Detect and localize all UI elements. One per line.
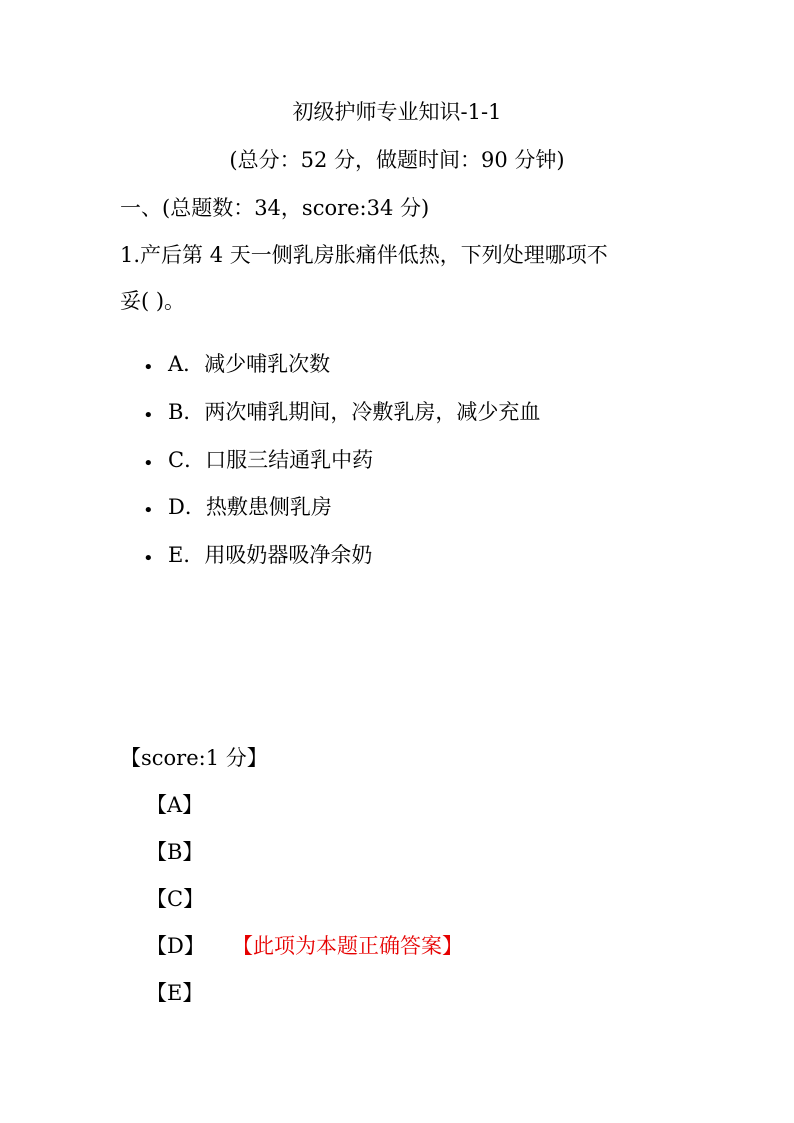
answer-choice-c: 【C】 — [146, 887, 205, 911]
document-title: 初级护师专业知识-1-1 — [292, 100, 502, 124]
answer-choice-a: 【A】 — [146, 793, 204, 817]
bullet-dot-icon: • — [143, 548, 154, 569]
option-label: B．两次哺乳期间，冷敷乳房，减少充血 — [168, 400, 541, 424]
answer-choice-e: 【E】 — [146, 981, 204, 1005]
bullet-dot-icon: • — [143, 357, 154, 378]
document-subtitle: (总分：52 分，做题时间：90 分钟) — [229, 148, 565, 172]
bullet-dot-icon: • — [143, 405, 154, 426]
section-heading: 一、(总题数：34，score:34 分) — [120, 196, 430, 220]
option-label: A．减少哺乳次数 — [168, 352, 331, 376]
question-stem-line-2: 妥( )。 — [120, 289, 186, 313]
correct-answer-mark: 【此项为本题正确答案】 — [232, 934, 463, 958]
answer-choice-b: 【B】 — [146, 840, 204, 864]
answer-score-label: 【score:1 分】 — [120, 746, 268, 770]
bullet-dot-icon: • — [143, 500, 154, 521]
bullet-dot-icon: • — [143, 453, 154, 474]
question-stem-line-1: 1.产后第 4 天一侧乳房胀痛伴低热，下列处理哪项不 — [120, 243, 608, 267]
answer-choice-d: 【D】 — [146, 934, 205, 958]
option-label: D．热敷患侧乳房 — [168, 495, 332, 519]
option-label: E．用吸奶器吸净余奶 — [168, 543, 373, 567]
option-label: C．口服三结通乳中药 — [168, 448, 374, 472]
